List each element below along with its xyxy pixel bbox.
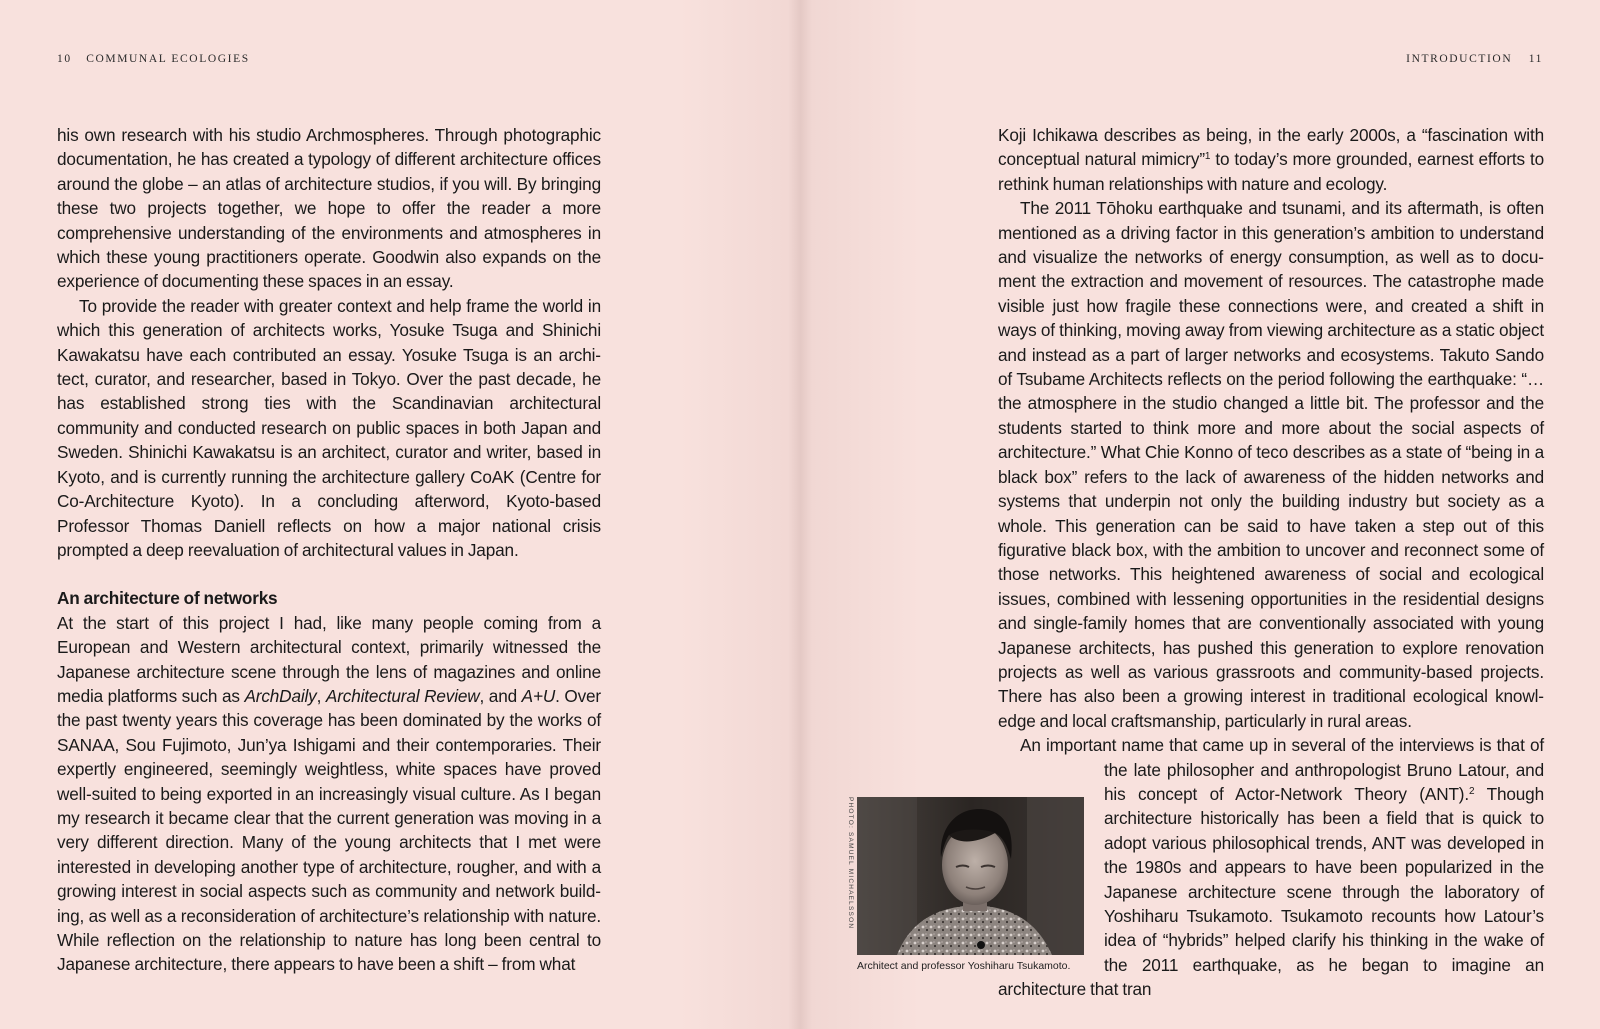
p3-text-d: . Over the past twenty years this coverage has been dominated by the works of SANAA, Sou Fujimoto, Jun’ya Ishigami and their contemporaries. Their expertly engineered, seemingly weightless, white spaces have proved well-suited to being exported in an increasingly visual culture. As I began my research it became clear that the current generation was moving in a very different direction. Many of the young architects that I met were interested in developing another type of architecture, rougher, and with a growing interest in social aspects such as community and network building, as well as a reconsideration of architecture’s relationship with nature. While reflection on the relationship to nature has long been central to Japanese architecture, there appears to have been a shift – from what <box>57 685 601 975</box>
footnote-ref-1: 1 <box>1204 151 1211 163</box>
right-paragraph-1 <box>998 123 1544 196</box>
left-running-title: COMMUNAL ECOLOGIES <box>86 53 250 65</box>
left-text-column <box>57 123 601 977</box>
photo-credit: PHOTO: SAMUEL MICHAELSSON <box>847 797 854 930</box>
p3-text-a: At the start of this project I had, like many people coming from a European and Western architectural context, primarily witnessed the Japanese architecture scene through the lens of magazines and online media platforms such as <box>57 612 601 706</box>
p3-italic-a-plus-u: A+U <box>521 685 556 706</box>
left-running-head <box>57 53 250 65</box>
footnote-ref-2: 2 <box>1469 785 1475 797</box>
photo-caption: Architect and professor Yoshiharu Tsukamoto. <box>857 960 1071 972</box>
p3-italic-archdaily: ArchDaily <box>244 685 317 706</box>
left-folio: 10 <box>57 53 72 65</box>
right-running-head <box>1406 53 1543 65</box>
left-paragraph-3 <box>57 611 601 977</box>
right-folio: 11 <box>1528 53 1543 65</box>
book-gutter-shadow <box>788 0 812 1029</box>
p3-italic-architectural-review: Architectural Review <box>325 685 480 706</box>
rp3-text-a: An important name that came up in several of the interviews is that of the late philosopher and anthropologist Bruno Latour, and his concept of Actor-Network Theory (ANT). <box>1020 735 1544 804</box>
right-running-title: INTRODUCTION <box>1406 53 1513 65</box>
section-heading: An architecture of networks <box>57 588 278 609</box>
right-paragraph-2: The 2011 Tōhoku earthquake and tsunami, and its aftermath, is often mentioned as a driving factor in this generation’s ambition to understand and visualize the networks of energy consumption, as well as to document the extraction and movement of resources. The catastrophe made visible just how fragile these connections were, and created a shift in ways of thinking, moving away from viewing architecture as a static object and instead as a part of larger networks and ecosystems. Takuto Sando of Tsubame Architects reflects on the period following the earthquake: “…the atmosphere in the studio changed a little bit. The professor and the students started to think more and more about the social aspects of architecture.” What Chie Konno of teco describes as a state of “being in a black box” refers to the lack of awareness of the hidden networks and systems that underpin not only the building industry but society as a whole. This generation can be said to have taken a step out of this figurative black box, with the ambition to uncover and reconnect some of those networks. This heightened awareness of social and ecological issues, combined with lessening opportunities in the residential designs and single-family homes that are conventionally associated with young Japanese architects, has pushed this generation to explore renovation projects as well as various grassroots and community-based projects. There has also been a growing interest in traditional ecological knowledge and local craftsmanship, particularly in rural areas. <box>998 198 1544 731</box>
rp1-text-a: Koji Ichikawa describes as being, in the early 2000s, a “fascination with conceptual natural mimicry” <box>998 125 1544 170</box>
p3-text-c: , and <box>479 685 522 706</box>
left-paragraph-2: To provide the reader with greater context and help frame the world in which this generation of architects works, Yosuke Tsuga and Shinichi Kawakatsu have each contributed an essay. Yosuke Tsuga is an architect, curator, and researcher, based in Tokyo. Over the past decade, he has established strong ties with the Scandinavian architectural community and conducted research on public spaces in both Japan and Sweden. Shinichi Kawakatsu is an architect, curator and writer, based in Kyoto, and is currently running the architecture gallery CoAK (Centre for Co-Architecture Kyoto). In a concluding afterword, Kyoto-based Professor Thomas Daniell reflects on how a major national crisis prompted a deep reevaluation of architectural values in Japan. <box>57 295 601 560</box>
portrait-photo <box>857 797 1084 955</box>
left-paragraph-1: his own research with his studio Archmospheres. Through photographic documentation, he has created a typology of different architecture offices around the globe – an atlas of architecture studios, if you will. By bringing these two projects together, we hope to offer the reader a more comprehensive understanding of the environments and atmospheres in which these young practitioners operate. Goodwin also expands on the experience of documenting these spaces in an essay. <box>57 125 601 292</box>
rp3-text-b: Though architecture historically has been a field that is quick to adopt various philosophical trends, ANT was developed in the 1980s and appears to have been popularized in the Japanese architecture scene through the laboratory of Yoshiharu Tsukamoto. Tsukamoto recounts how Latour’s idea of “hybrids” helped clarify his thinking in the wake of the 2011 earthquake, as he began to imagine an architecture that tran <box>998 783 1544 1000</box>
p3-text-b: , <box>316 685 326 706</box>
portrait-photo-svg <box>857 797 1084 955</box>
rp1-text-b: to today’s more grounded, earnest efforts to rethink human relationships with nature and ecology. <box>998 149 1544 194</box>
